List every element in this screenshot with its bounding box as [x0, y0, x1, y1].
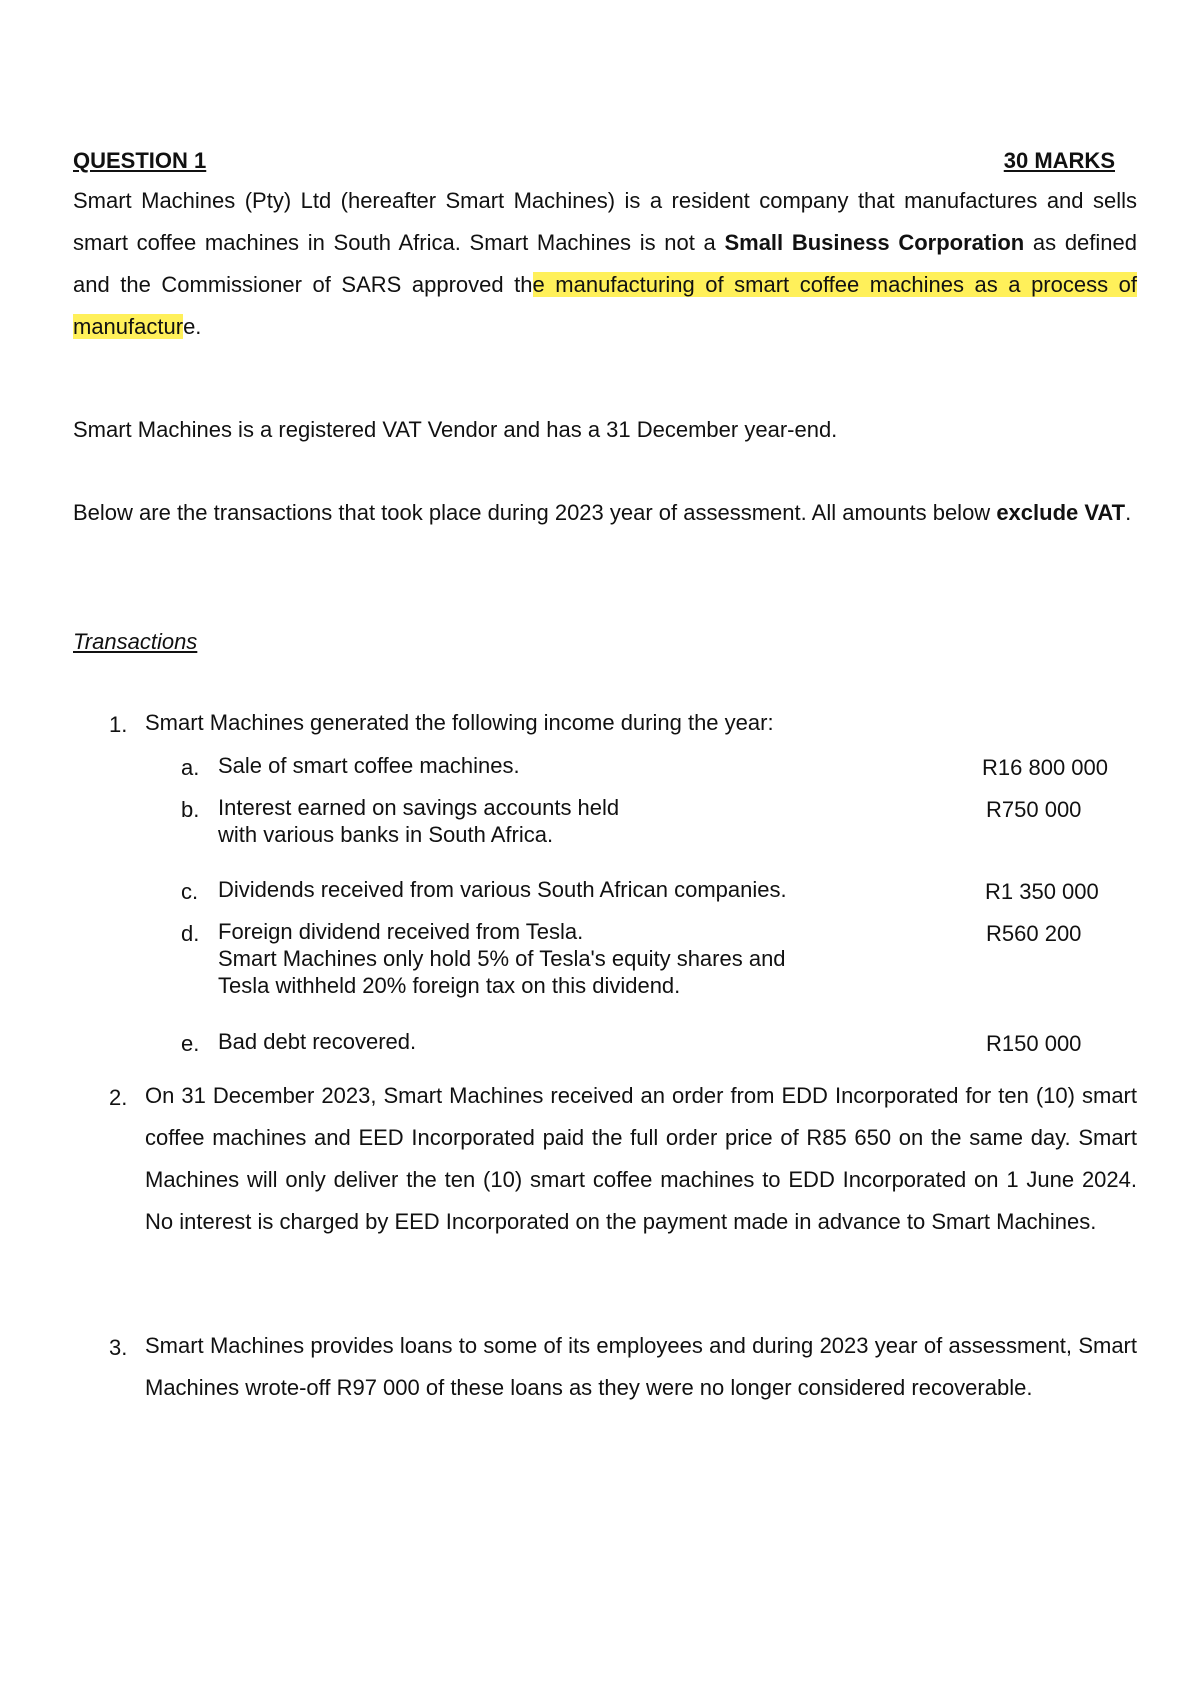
- document-page: [73, 0, 1137, 1696]
- sub-item-text: [218, 752, 898, 779]
- sub-item-letter: d.: [181, 921, 200, 946]
- highlighted-text: e manufacturing of smart coffee machines as a process of manufactur: [73, 272, 1137, 339]
- sub-item-line: with various banks in South Africa.: [218, 822, 554, 847]
- sub-item-text: [218, 1028, 898, 1055]
- question-heading: [73, 148, 1137, 178]
- sub-item-line: Smart Machines only hold 5% of Tesla's equity shares and: [218, 946, 786, 971]
- sub-item-letter: b.: [181, 797, 200, 822]
- sub-item-amount: R750 000: [986, 797, 1082, 822]
- sub-item-amount: R150 000: [986, 1031, 1082, 1056]
- sub-item-letter: a.: [181, 755, 200, 780]
- sub-item-line: Sale of smart coffee machines.: [218, 753, 520, 778]
- sub-item-line: Interest earned on savings accounts held: [218, 795, 620, 820]
- sub-item-text: [218, 918, 898, 999]
- intro-text: Below are the transactions that took place during 2023 year of assessment. All amounts below: [73, 500, 997, 525]
- intro-text: .: [1125, 500, 1132, 525]
- item-text: On 31 December 2023, Smart Machines received an order from EDD Incorporated for ten (10) smart coffee machines and EED Incorporated paid the full order price of R85 650 on the same day. Smart Machines will only deliver the ten (10) smart coffee machines to EDD Incorporated on 1 June 2024. No interest is charged by EED Incorporated on the payment made in advance to Smart Machines.: [145, 1083, 1137, 1234]
- sub-item-letter: c.: [181, 879, 199, 904]
- item-number: 2.: [109, 1085, 128, 1110]
- sub-item-amount: R16 800 000: [982, 755, 1108, 780]
- question-marks: 30 MARKS: [1003, 148, 1115, 173]
- item-text: Smart Machines provides loans to some of its employees and during 2023 year of assessment, Smart Machines wrote-off R97 000 of these loans as they were no longer considered recoverable.: [145, 1333, 1137, 1400]
- intro-text: e.: [183, 314, 202, 339]
- exclude-vat-bold: exclude VAT: [996, 500, 1126, 525]
- sub-item-line: Bad debt recovered.: [218, 1029, 417, 1054]
- sub-item-line: Tesla withheld 20% foreign tax on this dividend.: [218, 973, 681, 998]
- sub-item-line: Dividends received from various South African companies.: [218, 877, 787, 902]
- item-text: Smart Machines generated the following income during the year:: [145, 710, 774, 735]
- sub-item-text: [218, 794, 898, 848]
- intro-bold-term: Small Business Corporation: [724, 230, 1025, 255]
- item-number: 3.: [109, 1335, 128, 1360]
- transactions-intro-paragraph: [73, 492, 1137, 534]
- transactions-heading: Transactions: [73, 629, 198, 654]
- sub-item-amount: R1 350 000: [985, 879, 1099, 904]
- sub-item-letter: e.: [181, 1031, 200, 1056]
- sub-item-text: [218, 876, 898, 903]
- intro-paragraph: [73, 180, 1137, 348]
- intro-text: as defined and the Commissioner of SARS approved th: [73, 230, 1137, 297]
- question-title: QUESTION 1: [73, 148, 207, 173]
- vat-paragraph: Smart Machines is a registered VAT Vendor and has a 31 December year-end.: [73, 417, 838, 442]
- sub-item-line: Foreign dividend received from Tesla.: [218, 919, 584, 944]
- item-number: 1.: [109, 712, 128, 737]
- sub-item-amount: R560 200: [986, 921, 1082, 946]
- intro-text: Smart Machines (Pty) Ltd (hereafter Smart Machines) is a resident company that manufactures and sells smart coffee machines in South Africa. Smart Machines is not a: [73, 188, 1137, 255]
